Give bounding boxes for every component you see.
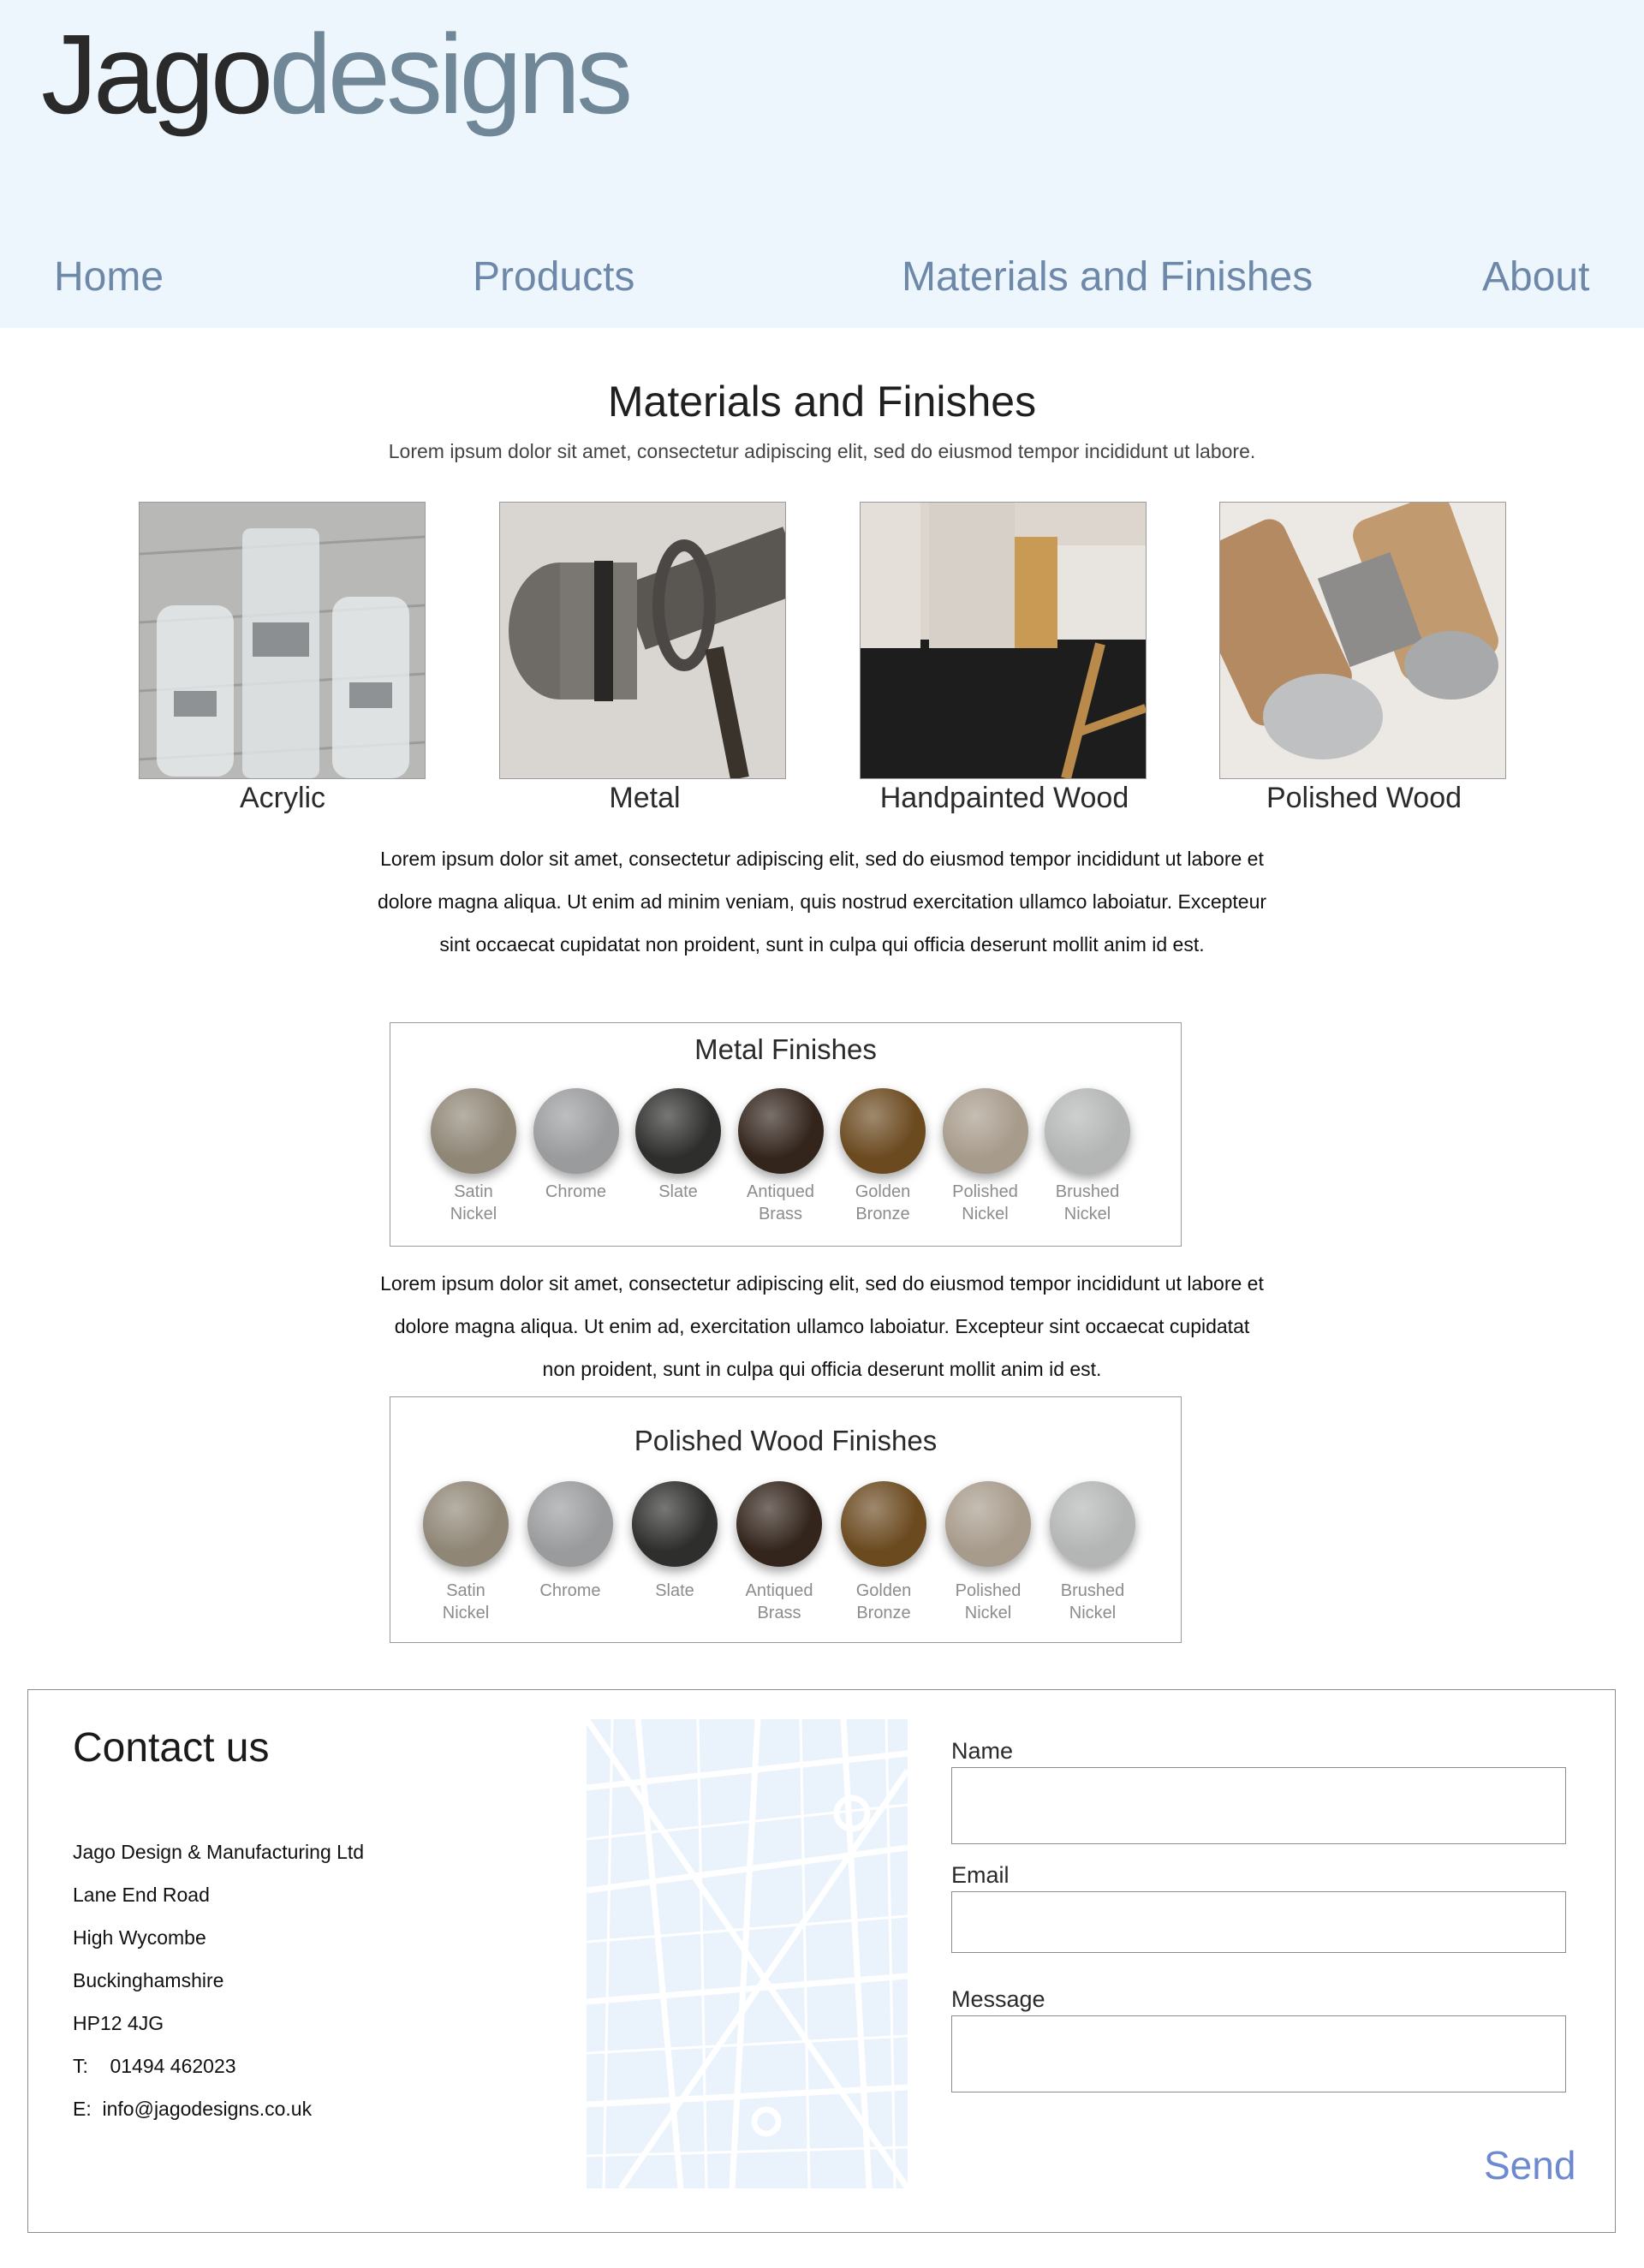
finish-label-line1: Slate bbox=[655, 1581, 694, 1600]
finish-label bbox=[525, 1181, 628, 1203]
finish-label-line1: Antiqued bbox=[745, 1581, 813, 1600]
finish-label-line2: Nickel bbox=[964, 1604, 1012, 1622]
address-postcode: HP12 4JG bbox=[73, 2012, 164, 2034]
contact-section bbox=[27, 1689, 1616, 2233]
finish-label-line1: Brushed bbox=[1060, 1581, 1125, 1600]
contact-email[interactable]: E: info@jagodesigns.co.uk bbox=[73, 2098, 313, 2120]
finish-label bbox=[730, 1181, 832, 1225]
polished-wood-finishes-panel bbox=[390, 1396, 1182, 1643]
site-logo[interactable] bbox=[41, 11, 629, 137]
finish-label bbox=[519, 1580, 622, 1602]
handpainted-wood-image[interactable] bbox=[860, 502, 1147, 779]
material-label-handpainted-wood: Handpainted Wood bbox=[879, 782, 1129, 814]
finish-label bbox=[728, 1580, 831, 1624]
finish-label bbox=[422, 1181, 525, 1225]
contact-phone[interactable]: T: 01494 462023 bbox=[73, 2055, 236, 2077]
finish-label-line2: Nickel bbox=[1069, 1604, 1117, 1622]
finish-swatch-brushed-nickel[interactable] bbox=[1045, 1088, 1130, 1174]
finish-label-line1: Slate bbox=[658, 1182, 698, 1201]
metal-image[interactable] bbox=[499, 502, 786, 779]
finish-swatch-brushed-nickel[interactable] bbox=[1050, 1481, 1135, 1567]
finish-swatch-slate[interactable] bbox=[635, 1088, 721, 1174]
logo-text-jago: Jago bbox=[41, 11, 270, 137]
finish-swatch-satin-nickel[interactable] bbox=[431, 1088, 516, 1174]
finish-label-line1: Polished bbox=[952, 1182, 1018, 1201]
name-label: Name bbox=[951, 1738, 1014, 1764]
finish-label-line2: Nickel bbox=[442, 1604, 490, 1622]
finish-label bbox=[937, 1580, 1039, 1624]
finish-label-line1: Brushed bbox=[1055, 1182, 1120, 1201]
nav-home[interactable]: Home bbox=[54, 254, 164, 300]
email-input[interactable] bbox=[951, 1891, 1566, 1953]
metal-finishes-title: Metal Finishes bbox=[694, 1033, 877, 1065]
logo-text-designs: designs bbox=[269, 11, 629, 137]
address-county: Buckinghamshire bbox=[73, 1969, 224, 1991]
finish-swatch-chrome[interactable] bbox=[533, 1088, 619, 1174]
polished-wood-image[interactable] bbox=[1219, 502, 1506, 779]
material-label-polished-wood: Polished Wood bbox=[1266, 782, 1462, 814]
address-street: Lane End Road bbox=[73, 1884, 210, 1906]
message-label: Message bbox=[951, 1986, 1045, 2012]
finish-swatch-slate[interactable] bbox=[632, 1481, 718, 1567]
finish-label bbox=[934, 1181, 1037, 1225]
finish-label bbox=[414, 1580, 517, 1624]
finish-label-line2: Bronze bbox=[855, 1205, 910, 1223]
finish-label-line2: Brass bbox=[758, 1205, 803, 1223]
finish-label bbox=[1036, 1181, 1139, 1225]
finish-label bbox=[623, 1580, 726, 1602]
finish-label-line1: Golden bbox=[855, 1581, 912, 1600]
finishes-description: Lorem ipsum dolor sit amet, consectetur adipiscing elit, sed do eiusmod tempor incididunt ut labore et dolore magna aliqua. Ut enim ad, exercitation ullamco laboiatur. Excepteur sint occaecat cupidatat non proident, sunt in culpa qui officia deserunt mollit anim id est. bbox=[380, 1272, 1264, 1380]
metal-finishes-panel bbox=[390, 1022, 1182, 1247]
material-label-acrylic: Acrylic bbox=[239, 782, 326, 814]
finish-label-line1: Chrome bbox=[539, 1581, 601, 1600]
finish-label-line1: Satin bbox=[454, 1182, 493, 1201]
finish-label bbox=[832, 1580, 935, 1624]
location-map[interactable] bbox=[587, 1719, 908, 2188]
email-label: Email bbox=[951, 1862, 1010, 1888]
finish-label-line2: Nickel bbox=[450, 1205, 497, 1223]
address-company: Jago Design & Manufacturing Ltd bbox=[73, 1841, 365, 1863]
finish-label-line1: Golden bbox=[855, 1182, 911, 1201]
site-header bbox=[0, 0, 1644, 328]
finish-swatch-satin-nickel[interactable] bbox=[423, 1481, 509, 1567]
finish-swatch-antiqued-brass[interactable] bbox=[736, 1481, 822, 1567]
nav-products[interactable]: Products bbox=[473, 254, 635, 300]
finish-label-line1: Chrome bbox=[545, 1182, 607, 1201]
finish-label-line2: Nickel bbox=[962, 1205, 1009, 1223]
contact-title: Contact us bbox=[73, 1725, 270, 1771]
finish-label-line1: Antiqued bbox=[747, 1182, 814, 1201]
polished-wood-finishes-title: Polished Wood Finishes bbox=[634, 1425, 938, 1456]
finish-label-line2: Bronze bbox=[856, 1604, 911, 1622]
finish-label bbox=[627, 1181, 730, 1203]
finish-swatch-polished-nickel[interactable] bbox=[943, 1088, 1028, 1174]
page-title: Materials and Finishes bbox=[607, 378, 1037, 426]
send-button[interactable]: Send bbox=[1484, 2143, 1576, 2188]
intro-text: Lorem ipsum dolor sit amet, consectetur adipiscing elit, sed do eiusmod tempor incididunt ut labore. bbox=[388, 440, 1256, 462]
finish-label bbox=[831, 1181, 934, 1225]
finish-label-line1: Polished bbox=[955, 1581, 1022, 1600]
address-town: High Wycombe bbox=[73, 1926, 206, 1949]
name-input[interactable] bbox=[951, 1767, 1566, 1844]
finish-swatch-chrome[interactable] bbox=[527, 1481, 613, 1567]
nav-materials-and-finishes[interactable]: Materials and Finishes bbox=[902, 254, 1313, 300]
finish-swatch-golden-bronze[interactable] bbox=[840, 1088, 926, 1174]
finish-label-line2: Brass bbox=[757, 1604, 801, 1622]
finish-label-line2: Nickel bbox=[1063, 1205, 1111, 1223]
finish-swatch-golden-bronze[interactable] bbox=[841, 1481, 926, 1567]
nav-about[interactable]: About bbox=[1482, 254, 1590, 300]
message-input[interactable] bbox=[951, 2015, 1566, 2092]
material-label-metal: Metal bbox=[609, 782, 681, 814]
materials-description: Lorem ipsum dolor sit amet, consectetur adipiscing elit, sed do eiusmod tempor incididunt ut labore et dolore magna aliqua. Ut enim ad minim veniam, quis nostrud exercitation ullamco laboiatur. Excepteur sint occaecat cupidatat non proident, sunt in culpa qui officia deserunt mollit anim id est. bbox=[377, 848, 1267, 955]
finish-swatch-polished-nickel[interactable] bbox=[945, 1481, 1031, 1567]
finish-label bbox=[1041, 1580, 1144, 1624]
finish-swatch-antiqued-brass[interactable] bbox=[738, 1088, 824, 1174]
acrylic-image[interactable] bbox=[139, 502, 426, 779]
finish-label-line1: Satin bbox=[446, 1581, 485, 1600]
